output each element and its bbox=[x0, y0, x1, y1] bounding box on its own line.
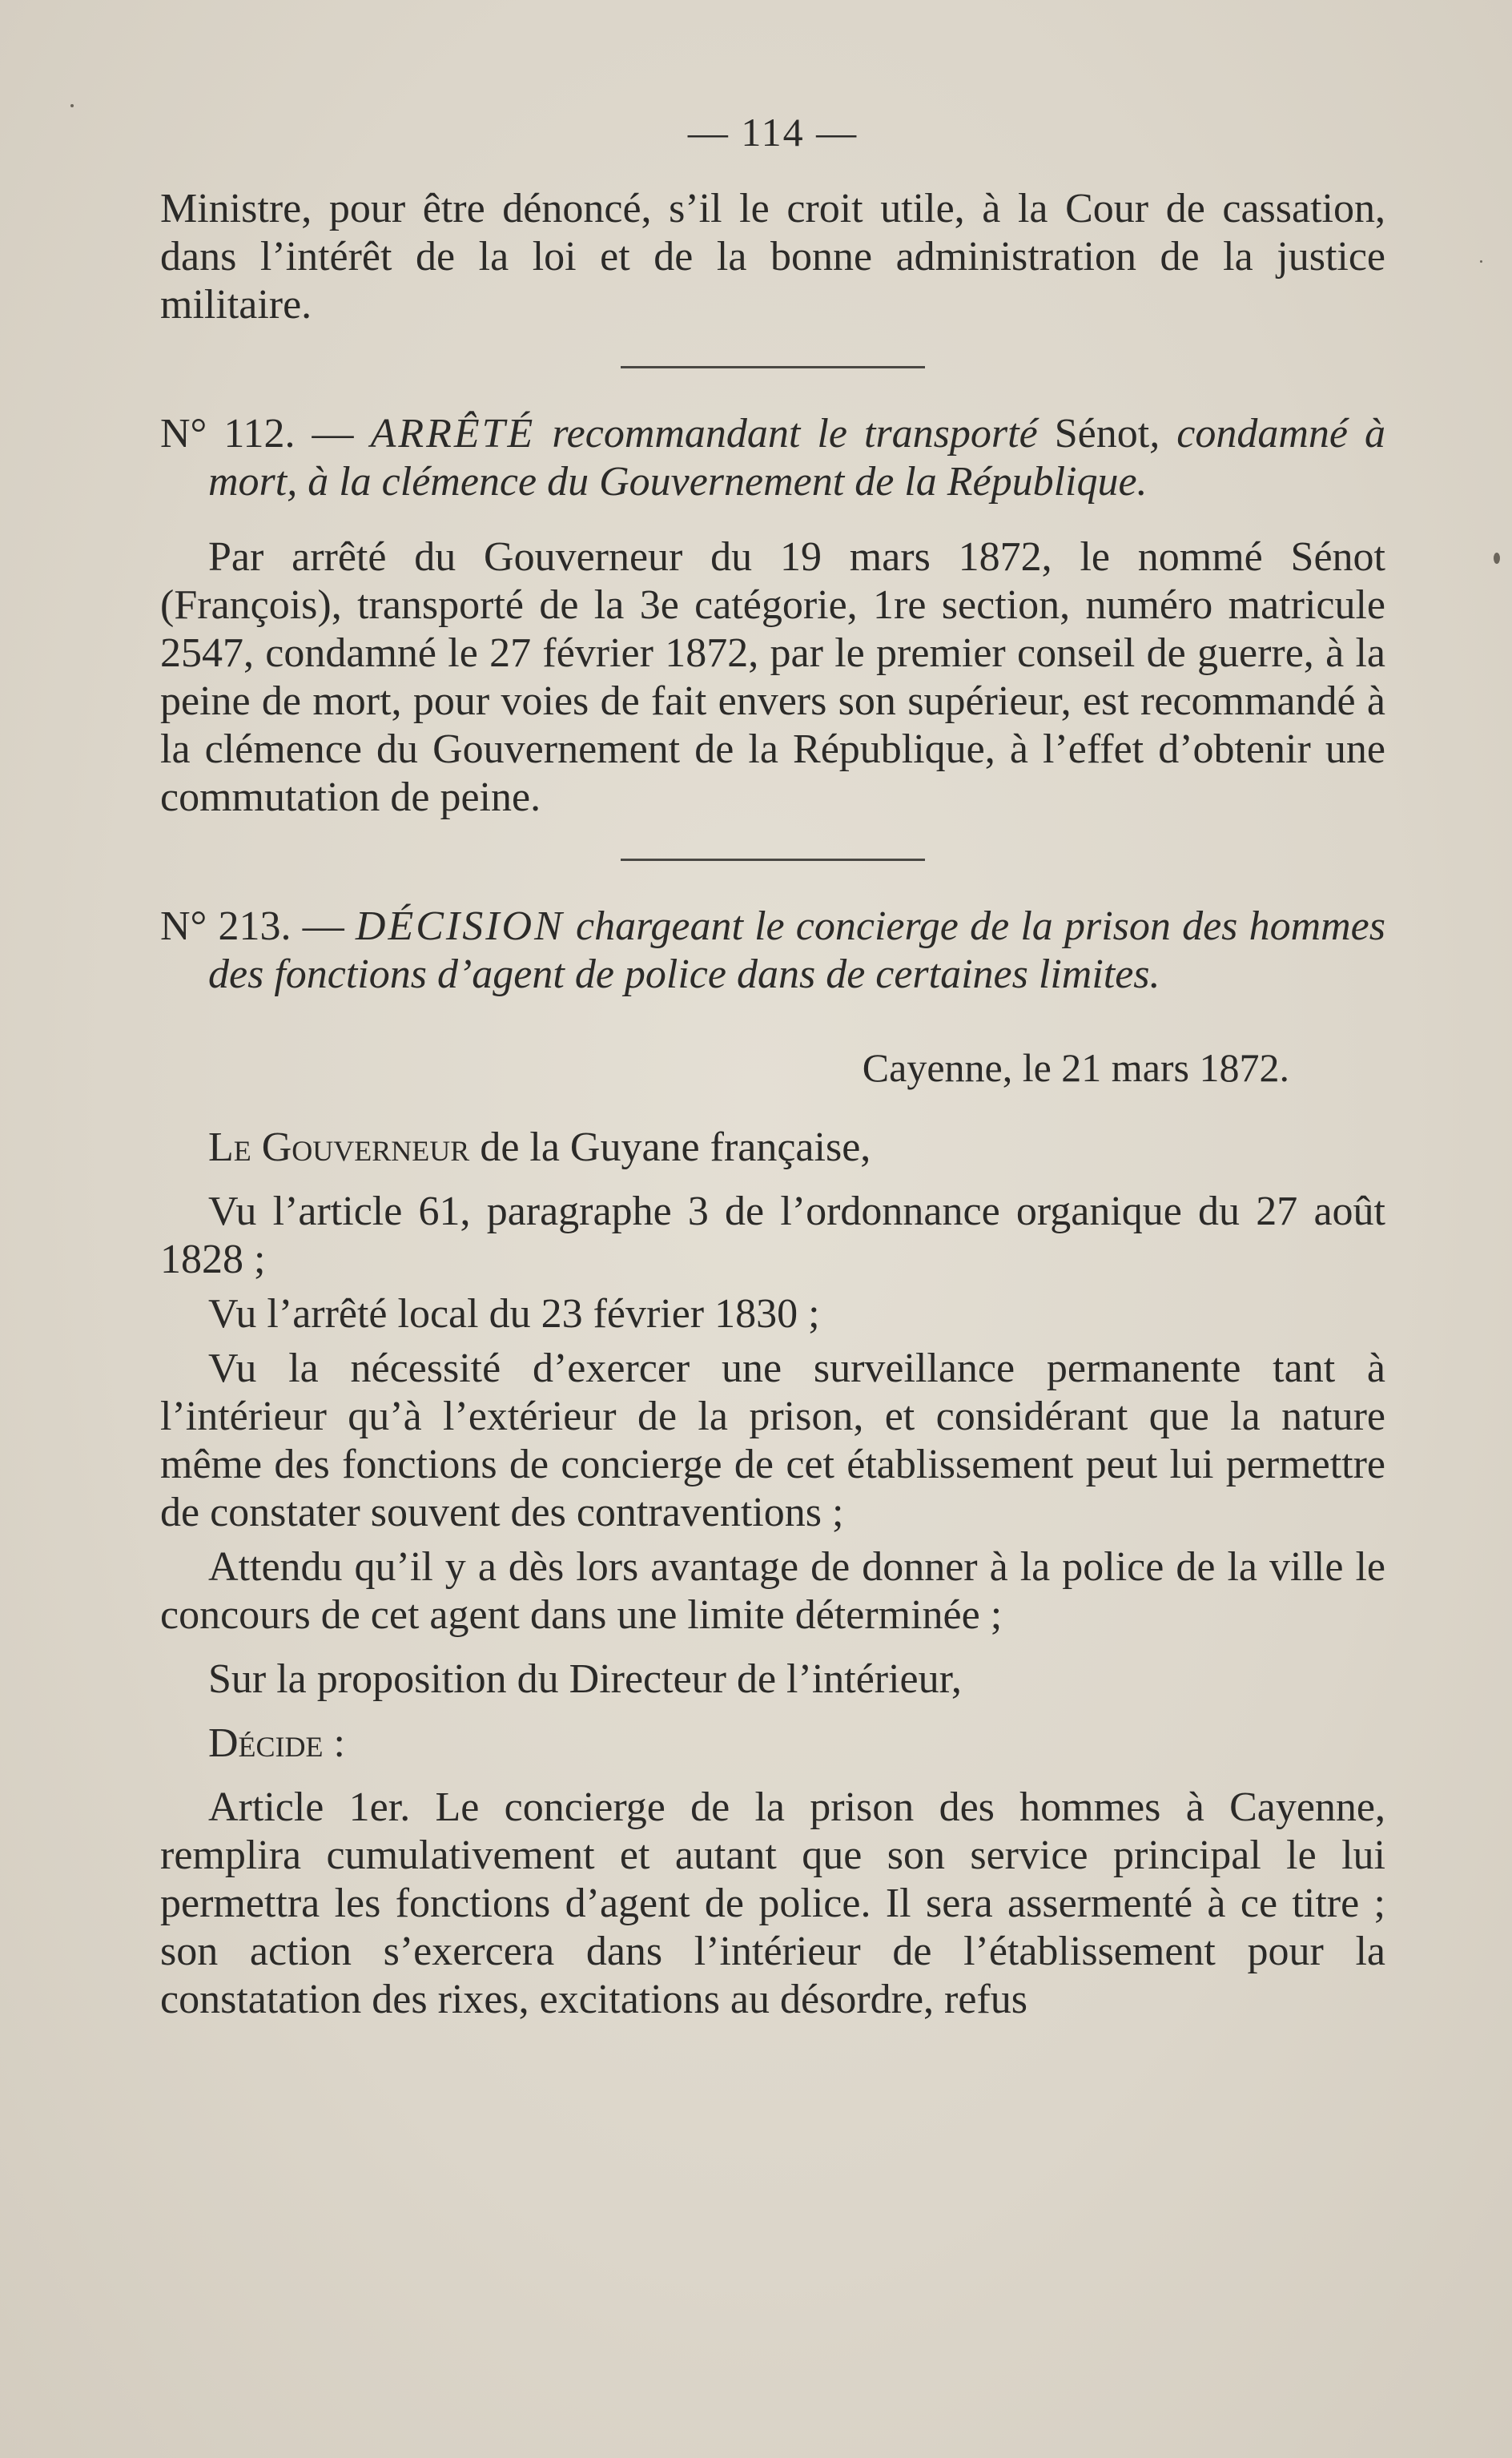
entry-description: chargeant le concierge de la prison des hommes des fonctions d’agent de police dans de certaines limites. bbox=[208, 903, 1385, 997]
considerant: Vu la nécessité d’exercer une surveillance permanente tant à l’intérieur qu’à l’extérieur de la prison, et considérant que la nature même des fonctions de concierge de cet établissement peut lui permettre de constater souvent des contraventions ; bbox=[160, 1346, 1385, 1535]
entry-heading-112 bbox=[160, 410, 1385, 506]
considerant: Vu l’arrêté local du 23 février 1830 ; bbox=[208, 1291, 820, 1337]
entry-type: DÉCISION bbox=[355, 903, 565, 949]
considerant: Sur la proposition du Directeur de l’intérieur, bbox=[208, 1656, 962, 1702]
ink-speck bbox=[70, 104, 74, 107]
entry-person-name: Sénot bbox=[1054, 411, 1150, 457]
page-content bbox=[160, 108, 1385, 2024]
entry-heading-213 bbox=[160, 903, 1385, 999]
entry-number: N° 112. — bbox=[160, 411, 371, 457]
entry-type: ARRÊTÉ bbox=[370, 411, 536, 457]
ink-speck bbox=[1480, 260, 1482, 263]
entry-description: recommandant le transporté bbox=[535, 411, 1055, 457]
decide-heading: Décide : bbox=[208, 1720, 345, 1766]
section-divider bbox=[621, 859, 925, 861]
section-divider bbox=[621, 366, 925, 368]
entry-body-112: Par arrêté du Gouverneur du 19 mars 1872, le nommé Sénot (François), transporté de la 3e catégorie, 1re section, numéro matricule 2547, condamné le 27 février 1872, par le premier conseil de guerre, à la peine de mort, pour voies de fait envers son supérieur, est recommandé à la clémence du Gouvernement de la République, à l’effet d’obtenir une commutation de peine. bbox=[160, 534, 1385, 820]
governor-line bbox=[160, 1124, 1385, 1172]
governor-territory: de la Guyane française, bbox=[469, 1124, 871, 1170]
entry-number: N° 213. — bbox=[160, 903, 356, 949]
place-and-date: Cayenne, le 21 mars 1872. bbox=[862, 1045, 1289, 1090]
continuation-paragraph: Ministre, pour être dénoncé, s’il le croit utile, à la Cour de cassation, dans l’intérêt de la loi et de la bonne administration de la justice militaire. bbox=[160, 186, 1385, 328]
governor-title: Le Gouverneur bbox=[208, 1124, 470, 1170]
considerant: Vu l’article 61, paragraphe 3 de l’ordonnance organique du 27 août 1828 ; bbox=[160, 1189, 1385, 1282]
article-1: Article 1er. Le concierge de la prison des hommes à Cayenne, remplira cumulativement et autant que son service principal le lui permettra les fonctions d’agent de police. Il sera assermenté à ce titre ; son action s’exercera dans l’intérieur de l’établissement pour la constatation des rixes, excitations au désordre, refus bbox=[160, 1784, 1385, 2022]
ink-speck bbox=[1494, 553, 1500, 564]
page-number: — 114 — bbox=[687, 110, 859, 155]
entry-description-end: , condamné à mort, à la clémence du Gouvernement de la République. bbox=[208, 411, 1385, 505]
considerant: Attendu qu’il y a dès lors avantage de donner à la police de la ville le concours de cet agent dans une limite déterminée ; bbox=[160, 1544, 1385, 1638]
